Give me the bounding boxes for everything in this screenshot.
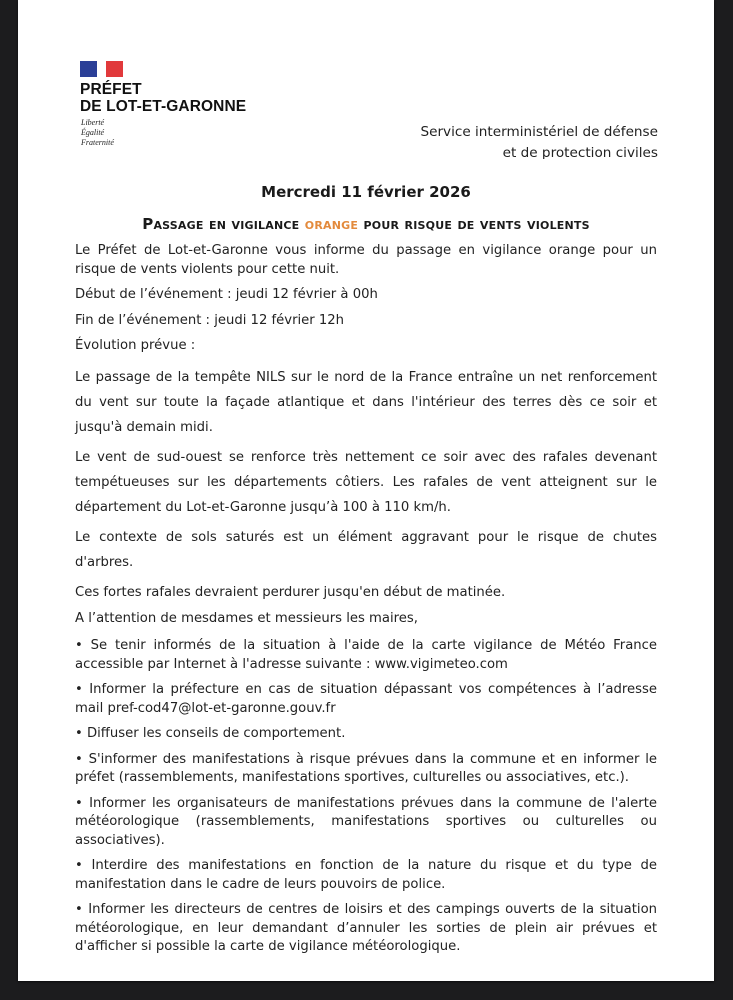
intro-paragraph: Le Préfet de Lot-et-Garonne vous informe du passage en vigilance orange pour un risque de vents violents pour cette nuit. bbox=[75, 243, 657, 277]
vigilance-level: orange bbox=[304, 215, 359, 233]
marianne-flag-icon bbox=[80, 61, 123, 77]
evolution-paragraph: Le contexte de sols saturés est un élément aggravant pour le risque de chutes d'arbres. bbox=[75, 529, 657, 570]
republic-motto: Liberté Égalité Fraternité bbox=[81, 118, 114, 147]
instruction-item: • Informer la préfecture en cas de situation dépassant vos compétences à l’adresse mail pref-cod47@lot-et-garonne.gouv.fr bbox=[75, 682, 657, 716]
evolution-label: Évolution prévue : bbox=[75, 338, 196, 353]
instruction-item: • Se tenir informés de la situation à l'aide de la carte vigilance de Météo France accessible par Internet à l'adresse suivante : www.vigimeteo.com bbox=[75, 638, 657, 672]
evolution-paragraph: Le vent de sud-ouest se renforce très nettement ce soir avec des rafales devenant tempétueuses sur les départements côtiers. Les rafales de vent atteignent sur le département du Lot-et-Garonne jusqu’à 100 à 110 km/h. bbox=[75, 449, 657, 515]
document-title: Passage en vigilance orange pour risque de vents violents bbox=[142, 215, 590, 233]
instruction-item: • Informer les directeurs de centres de loisirs et des campings ouverts de la situation météorologique, en leur demandant d’annuler les sorties de plein air prévues et d'afficher si possible la carte de vigilance météorologique. bbox=[75, 902, 657, 954]
evolution-paragraph: Ces fortes rafales devraient perdurer jusqu'en début de matinée. bbox=[75, 584, 506, 600]
event-start: Début de l’événement : jeudi 12 février à 00h bbox=[75, 287, 378, 302]
service-name: Service interministériel de défense et de protection civiles bbox=[420, 124, 658, 159]
instruction-item: • S'informer des manifestations à risque prévues dans la commune et en informer le préfet (rassemblements, manifestations sportives, culturelles ou associatives, etc.). bbox=[75, 751, 657, 785]
document-page bbox=[18, 0, 714, 981]
document-body bbox=[75, 242, 657, 964]
instruction-item: • Diffuser les conseils de comportement. bbox=[75, 726, 346, 741]
instruction-item: • Informer les organisateurs de manifestations prévues dans la commune de l'alerte météorologique (rassemblements, manifestations sportives ou culturelles ou associatives). bbox=[75, 795, 657, 848]
mayors-heading: A l’attention de mesdames et messieurs les maires, bbox=[75, 610, 418, 626]
event-end: Fin de l’événement : jeudi 12 février 12h bbox=[75, 312, 345, 328]
evolution-paragraph: Le passage de la tempête NILS sur le nord de la France entraîne un net renforcement du vent sur toute la façade atlantique et dans l'intérieur des terres dès ce soir et jusqu'à demain midi. bbox=[75, 369, 657, 435]
instruction-item: • Interdire des manifestations en fonction de la nature du risque et du type de manifestation dans le cadre de leurs pouvoirs de police. bbox=[75, 858, 657, 892]
institution-name: PRÉFET DE LOT-ET-GARONNE bbox=[80, 81, 247, 115]
document-date: Mercredi 11 février 2026 bbox=[261, 183, 471, 201]
